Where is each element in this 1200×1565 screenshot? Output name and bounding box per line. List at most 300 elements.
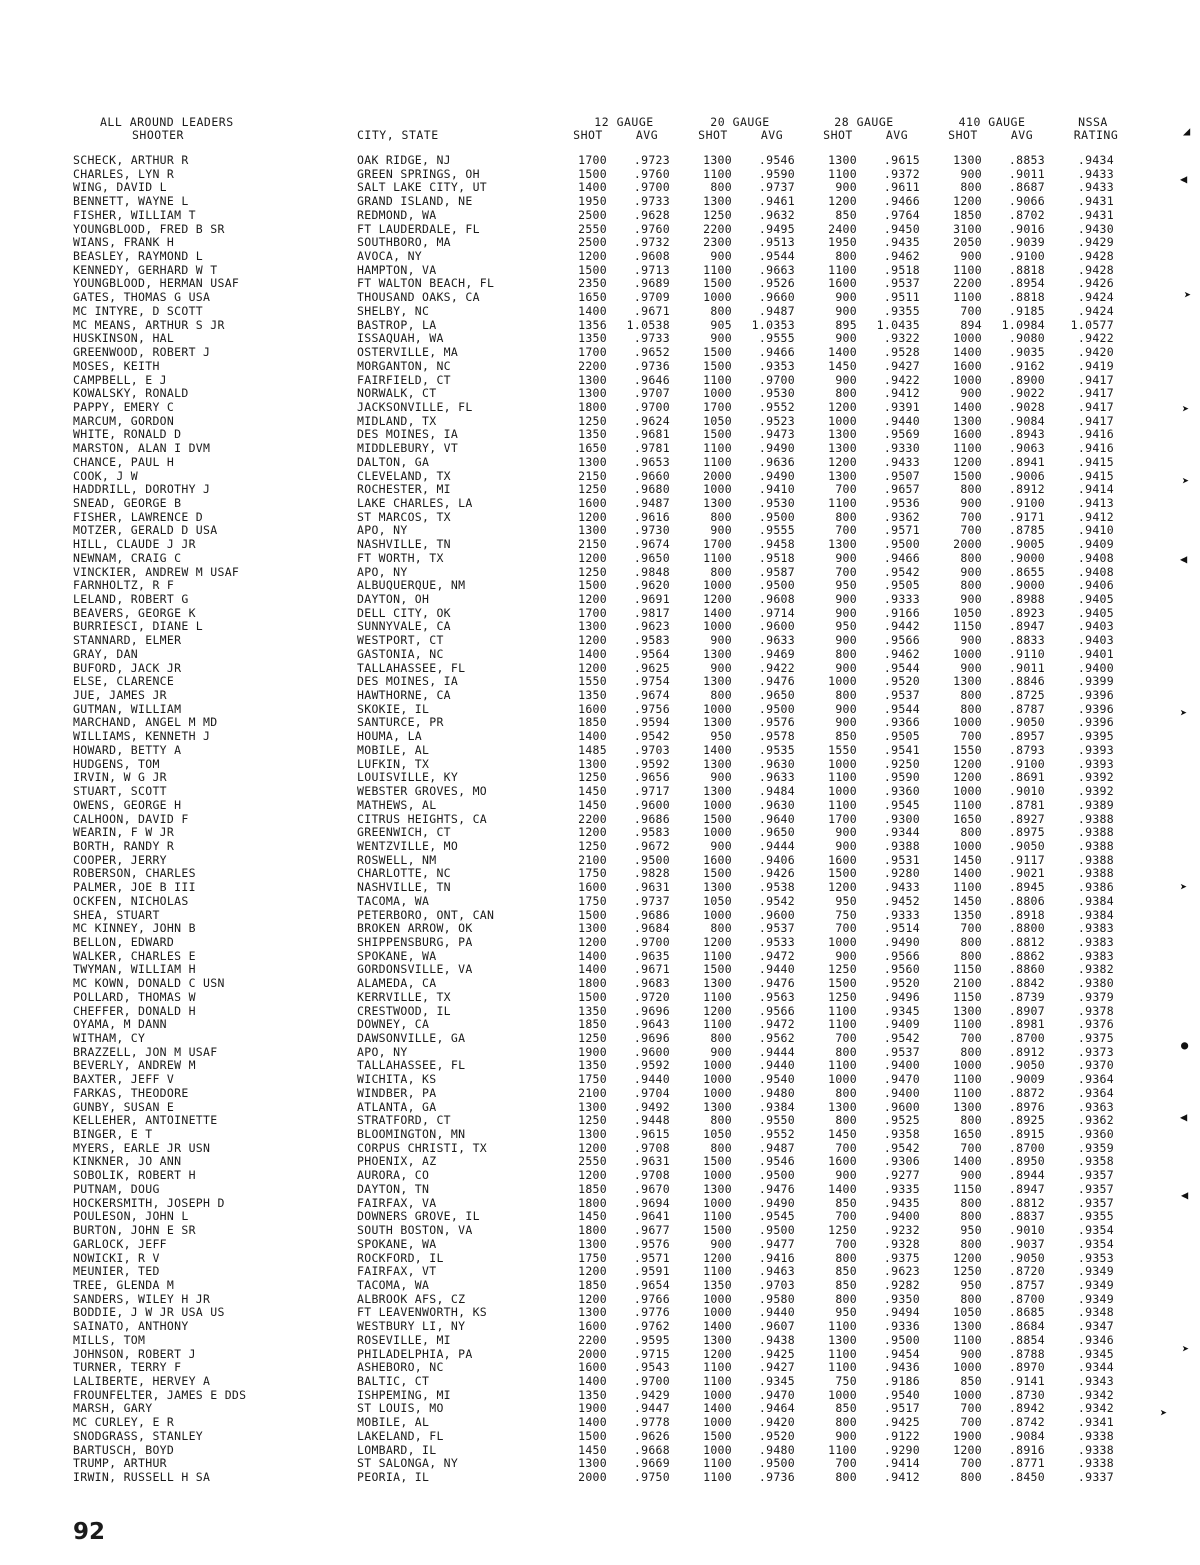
shot-410: 800 <box>960 1044 982 1059</box>
avg-12: .9671 <box>633 962 670 977</box>
shot-28: 900 <box>835 1168 857 1183</box>
shot-12: 1200 <box>578 934 607 949</box>
shot-12: 1200 <box>578 1140 607 1155</box>
nssa-rating: .9376 <box>1077 1017 1114 1032</box>
avg-12: .9653 <box>633 454 670 469</box>
city-state: AURORA, CO <box>357 1168 430 1183</box>
avg-20: .9580 <box>758 1291 795 1306</box>
avg-12: .9696 <box>633 1031 670 1045</box>
avg-410: .8975 <box>1008 825 1045 840</box>
avg-28: .9536 <box>883 495 920 510</box>
city-state: DAYTON, TN <box>357 1181 430 1196</box>
shot-28: 800 <box>835 1085 857 1100</box>
shot-410: 1050 <box>953 605 982 620</box>
avg-12: .9720 <box>633 989 670 1004</box>
avg-28: .9544 <box>883 701 920 716</box>
shot-20: 1000 <box>703 701 732 716</box>
shot-12: 1500 <box>578 1428 607 1443</box>
table-row <box>0 977 1200 991</box>
shot-28: 2400 <box>828 221 857 236</box>
table-row <box>0 470 1200 484</box>
table-row <box>0 1018 1200 1032</box>
shot-20: 1300 <box>703 1099 732 1114</box>
shot-410: 700 <box>960 921 982 936</box>
avg-20: .9640 <box>758 811 795 826</box>
shot-410: 900 <box>960 249 982 264</box>
shooter-name: YOUNGBLOOD, HERMAN USAF <box>73 276 240 291</box>
avg-12: .9447 <box>633 1401 670 1416</box>
shot-12: 1300 <box>578 1127 607 1142</box>
avg-12: .9781 <box>633 441 670 456</box>
avg-410: .8742 <box>1008 1415 1045 1430</box>
nssa-rating: .9429 <box>1077 235 1114 250</box>
city-state: PETERBORO, ONT, CAN <box>357 907 495 922</box>
shot-410: 1000 <box>953 784 982 799</box>
shot-410: 1000 <box>953 372 982 387</box>
shot-20: 1000 <box>703 825 732 840</box>
shooter-name: KENNEDY, GERHARD W T <box>73 262 218 277</box>
nssa-rating: .9409 <box>1077 537 1114 552</box>
avg-12: .9543 <box>633 1360 670 1375</box>
avg-410: .9063 <box>1008 441 1045 456</box>
table-row <box>0 305 1200 319</box>
shot-12: 1250 <box>578 838 607 853</box>
shot-28: 900 <box>835 550 857 565</box>
avg-20: .9540 <box>758 1072 795 1087</box>
shot-12: 1300 <box>578 921 607 936</box>
city-state: SOUTHBORO, MA <box>357 235 451 250</box>
shooter-name: PAPPY, EMERY C <box>73 399 175 414</box>
shot-28: 900 <box>835 660 857 675</box>
avg-20: .9533 <box>758 934 795 949</box>
shot-410: 1000 <box>953 1387 982 1402</box>
shot-20: 1100 <box>703 441 732 456</box>
shooter-name: STUART, SCOTT <box>73 784 167 799</box>
shot-20: 1100 <box>703 1456 732 1471</box>
avg-28: .9600 <box>883 1099 920 1114</box>
avg-12: .9762 <box>633 1319 670 1334</box>
avg-28: .9366 <box>883 715 920 730</box>
city-state: SHIPPENSBURG, PA <box>357 934 473 949</box>
avg-410: .9016 <box>1008 221 1045 236</box>
shot-28: 1000 <box>828 413 857 428</box>
shot-28: 1100 <box>828 1017 857 1032</box>
avg-12: .9817 <box>633 605 670 620</box>
shooter-name: MOSES, KEITH <box>73 358 160 373</box>
shot-12: 1300 <box>578 372 607 387</box>
shot-28: 700 <box>835 921 857 936</box>
avg-12: .9672 <box>633 838 670 853</box>
shot-12: 2000 <box>578 1470 607 1484</box>
shot-28: 950 <box>835 1305 857 1320</box>
avg-410: .8976 <box>1008 1099 1045 1114</box>
shooter-name: BARTUSCH, BOYD <box>73 1442 175 1457</box>
avg-28: .9452 <box>883 893 920 908</box>
city-state: ASHEBORO, NC <box>357 1360 444 1375</box>
avg-20: .9513 <box>758 235 795 250</box>
avg-410: .9035 <box>1008 345 1045 360</box>
avg-12: .9564 <box>633 646 670 661</box>
shooter-name: JOHNSON, ROBERT J <box>73 1346 196 1361</box>
avg-28: .9537 <box>883 1044 920 1059</box>
shot-28: 700 <box>835 1140 857 1155</box>
shot-28: 900 <box>835 180 857 195</box>
avg-28: .9186 <box>883 1373 920 1388</box>
shooter-name: BENNETT, WAYNE L <box>73 194 189 209</box>
shooter-name: BRAZZELL, JON M USAF <box>73 1044 218 1059</box>
shot-20: 905 <box>710 317 732 332</box>
shot-28: 1500 <box>828 866 857 881</box>
shot-28: 1100 <box>828 1360 857 1375</box>
shot-28: 850 <box>835 1264 857 1279</box>
nssa-header: NSSA <box>1078 115 1108 129</box>
avg-410: .8687 <box>1008 180 1045 195</box>
nssa-rating: .9362 <box>1077 1113 1114 1128</box>
nssa-rating: .9346 <box>1077 1332 1114 1347</box>
avg-12: 1.0538 <box>626 317 670 332</box>
shot-410: 700 <box>960 1415 982 1430</box>
avg-12: .9686 <box>633 811 670 826</box>
shot-20: 800 <box>710 303 732 318</box>
shot-12: 1350 <box>578 427 607 442</box>
city-state: MOBILE, AL <box>357 742 430 757</box>
city-state: ST SALONGA, NY <box>357 1456 459 1471</box>
avg-20: .9650 <box>758 688 795 703</box>
nssa-rating: .9379 <box>1077 989 1114 1004</box>
table-row <box>0 593 1200 607</box>
shot-20: 1350 <box>703 1277 732 1292</box>
scan-mark: ➤ <box>1182 474 1190 488</box>
avg-28: .9412 <box>883 386 920 401</box>
avg-410: .8655 <box>1008 564 1045 579</box>
shot-12: 1600 <box>578 495 607 510</box>
avg-410: .8788 <box>1008 1346 1045 1361</box>
shot-12: 1200 <box>578 592 607 606</box>
shot-410: 894 <box>960 317 982 332</box>
shooter-name: NOWICKI, R V <box>73 1250 160 1265</box>
avg-410: 1.0984 <box>1001 317 1045 332</box>
shot-28: 800 <box>835 249 857 264</box>
shooter-name: MARCHAND, ANGEL M MD <box>73 715 218 730</box>
avg-12: .9571 <box>633 1250 670 1265</box>
shot-28: 1100 <box>828 1442 857 1457</box>
avg-410: .9080 <box>1008 331 1045 346</box>
avg-12: .9628 <box>633 207 670 222</box>
avg-20: .9487 <box>758 303 795 318</box>
city-state: CLEVELAND, TX <box>357 468 451 483</box>
avg-410: .8927 <box>1008 811 1045 826</box>
city-state: OSTERVILLE, MA <box>357 345 459 360</box>
table-row <box>0 799 1200 813</box>
avg-28: .9490 <box>883 934 920 949</box>
shot-28: 1300 <box>828 537 857 552</box>
nssa-rating: .9384 <box>1077 893 1114 908</box>
nssa-rating: .9428 <box>1077 262 1114 277</box>
avg-410: .8925 <box>1008 1113 1045 1128</box>
table-row <box>0 511 1200 525</box>
shot-28: 1400 <box>828 345 857 360</box>
avg-20: .9464 <box>758 1401 795 1416</box>
avg-20: .9545 <box>758 1209 795 1224</box>
nssa-rating: .9347 <box>1077 1319 1114 1334</box>
city-state: DALTON, GA <box>357 454 430 469</box>
avg-20: .9477 <box>758 1236 795 1251</box>
nssa-rating: .9430 <box>1077 221 1114 236</box>
shooter-name: OCKFEN, NICHOLAS <box>73 893 189 908</box>
shot-28: 1250 <box>828 962 857 977</box>
avg-20: .9607 <box>758 1319 795 1334</box>
shot-28: 850 <box>835 1401 857 1416</box>
table-row <box>0 209 1200 223</box>
shooter-name: TRUMP, ARTHUR <box>73 1456 167 1471</box>
shot-410: 800 <box>960 1209 982 1224</box>
nssa-rating: .9363 <box>1077 1099 1114 1114</box>
avg-12: .9626 <box>633 1428 670 1443</box>
shot-410: 900 <box>960 564 982 579</box>
avg-28: .9372 <box>883 166 920 181</box>
shot-20: 900 <box>710 249 732 264</box>
avg-20: .9440 <box>758 962 795 977</box>
table-row <box>0 1073 1200 1087</box>
shooter-name: COOK, J W <box>73 468 139 483</box>
avg-20: .9440 <box>758 1305 795 1320</box>
shooter-name: HADDRILL, DOROTHY J <box>73 482 211 497</box>
table-row <box>0 1306 1200 1320</box>
avg-12: .9615 <box>633 1127 670 1142</box>
shot-12: 1300 <box>578 1099 607 1114</box>
shooter-name: GREENWOOD, ROBERT J <box>73 345 211 360</box>
shot-410: 1100 <box>953 441 982 456</box>
avg-12: .9708 <box>633 1168 670 1183</box>
shot-410: 1200 <box>953 770 982 785</box>
nssa-rating: .9396 <box>1077 701 1114 716</box>
scan-mark: ◀ <box>1180 172 1188 186</box>
avg-12: .9576 <box>633 1236 670 1251</box>
shooter-name: SHEA, STUART <box>73 907 160 922</box>
shot-20: 1100 <box>703 166 732 181</box>
shot-410: 1650 <box>953 811 982 826</box>
shooter-name: WEARIN, F W JR <box>73 825 175 840</box>
table-row <box>0 1293 1200 1307</box>
nssa-rating: .9401 <box>1077 646 1114 661</box>
shot-12: 1200 <box>578 509 607 524</box>
shooter-name: GARLOCK, JEFF <box>73 1236 167 1251</box>
shot-28: 1250 <box>828 1223 857 1238</box>
avg-28: .9333 <box>883 907 920 922</box>
avg-28: .9494 <box>883 1305 920 1320</box>
avg-410: .9050 <box>1008 1058 1045 1073</box>
shot-410: 1000 <box>953 331 982 346</box>
city-state: ROCKFORD, IL <box>357 1250 444 1265</box>
avg-28: .9350 <box>883 1291 920 1306</box>
table-row <box>0 195 1200 209</box>
avg-28: .9520 <box>883 976 920 991</box>
shot-20: 1100 <box>703 1373 732 1388</box>
avg-20: .9353 <box>758 358 795 373</box>
avg-410: .9022 <box>1008 386 1045 401</box>
shot-12: 2100 <box>578 852 607 867</box>
shot-20: 1500 <box>703 276 732 291</box>
avg-20: .9630 <box>758 797 795 812</box>
shot-28: 1100 <box>828 1319 857 1334</box>
shot-12: 1450 <box>578 797 607 812</box>
table-row <box>0 223 1200 237</box>
table-row <box>0 840 1200 854</box>
shot-410: 1400 <box>953 866 982 881</box>
nssa-rating: .9410 <box>1077 523 1114 538</box>
shooter-name: BURRIESCI, DIANE L <box>73 619 204 634</box>
nssa-rating: .9354 <box>1077 1223 1114 1238</box>
shot-20: 900 <box>710 633 732 648</box>
city-state: TALLAHASSEE, FL <box>357 660 466 675</box>
shot-20: 1050 <box>703 893 732 908</box>
avg-28: .9569 <box>883 427 920 442</box>
avg-12: .9646 <box>633 372 670 387</box>
shooter-name: SNODGRASS, STANLEY <box>73 1428 204 1443</box>
gauge-12-shot-header: SHOT <box>573 128 603 142</box>
avg-12: .9760 <box>633 221 670 236</box>
avg-410: .9100 <box>1008 249 1045 264</box>
table-row <box>0 854 1200 868</box>
avg-410: .8702 <box>1008 207 1045 222</box>
city-state: MOBILE, AL <box>357 1415 430 1430</box>
table-row <box>0 1361 1200 1375</box>
avg-410: .8916 <box>1008 1442 1045 1457</box>
city-state: THOUSAND OAKS, CA <box>357 290 480 305</box>
shot-410: 700 <box>960 509 982 524</box>
nssa-rating: .9354 <box>1077 1236 1114 1251</box>
avg-20: .9555 <box>758 523 795 538</box>
table-row <box>0 387 1200 401</box>
avg-20: .9663 <box>758 262 795 277</box>
shot-28: 950 <box>835 893 857 908</box>
avg-28: .9391 <box>883 399 920 414</box>
city-state: DOWNEY, CA <box>357 1017 430 1032</box>
shot-12: 2350 <box>578 276 607 291</box>
shot-410: 800 <box>960 701 982 716</box>
nssa-rating: .9383 <box>1077 921 1114 936</box>
avg-28: .9400 <box>883 1058 920 1073</box>
avg-20: .9410 <box>758 482 795 497</box>
shot-28: 900 <box>835 633 857 648</box>
shot-12: 1250 <box>578 482 607 497</box>
shot-20: 800 <box>710 1140 732 1155</box>
shooter-name: HUSKINSON, HAL <box>73 331 175 346</box>
avg-12: .9600 <box>633 797 670 812</box>
shooter-name: ROBERSON, CHARLES <box>73 866 196 881</box>
avg-20: .9420 <box>758 1415 795 1430</box>
avg-410: .8785 <box>1008 523 1045 538</box>
nssa-rating: .9433 <box>1077 166 1114 181</box>
nssa-rating: .9416 <box>1077 427 1114 442</box>
shot-410: 700 <box>960 729 982 744</box>
shot-20: 1100 <box>703 372 732 387</box>
table-row <box>0 771 1200 785</box>
shot-12: 2550 <box>578 221 607 236</box>
avg-20: .9520 <box>758 1428 795 1443</box>
shot-28: 1100 <box>828 1003 857 1018</box>
avg-28: .9657 <box>883 482 920 497</box>
shot-20: 1300 <box>703 880 732 895</box>
shot-410: 800 <box>960 482 982 497</box>
shot-20: 1100 <box>703 262 732 277</box>
nssa-rating: .9388 <box>1077 852 1114 867</box>
avg-12: .9828 <box>633 866 670 881</box>
shot-28: 800 <box>835 1113 857 1128</box>
avg-12: .9700 <box>633 399 670 414</box>
avg-12: .9595 <box>633 1332 670 1347</box>
city-state: ST LOUIS, MO <box>357 1401 444 1416</box>
shot-12: 1450 <box>578 1442 607 1457</box>
shot-20: 1100 <box>703 1470 732 1484</box>
shot-20: 900 <box>710 770 732 785</box>
city-state: WINDBER, PA <box>357 1085 437 1100</box>
shot-12: 2100 <box>578 1085 607 1100</box>
nssa-rating: .9403 <box>1077 633 1114 648</box>
avg-410: .9050 <box>1008 715 1045 730</box>
nssa-rating: .9384 <box>1077 907 1114 922</box>
shot-28: 900 <box>835 715 857 730</box>
shot-20: 1300 <box>703 976 732 991</box>
shot-410: 800 <box>960 1113 982 1128</box>
avg-20: .9518 <box>758 550 795 565</box>
nssa-rating: .9408 <box>1077 564 1114 579</box>
avg-20: .9737 <box>758 180 795 195</box>
avg-28: .9541 <box>883 742 920 757</box>
shot-12: 1400 <box>578 1373 607 1388</box>
shot-12: 1850 <box>578 1181 607 1196</box>
avg-12: .9700 <box>633 934 670 949</box>
table-row <box>0 703 1200 717</box>
city-state: BROKEN ARROW, OK <box>357 921 473 936</box>
nssa-rating: .9396 <box>1077 715 1114 730</box>
scan-mark: ◀ <box>1180 1110 1188 1124</box>
nssa-rating: .9403 <box>1077 619 1114 634</box>
shot-28: 1100 <box>828 166 857 181</box>
shooter-name: CALHOON, DAVID F <box>73 811 189 826</box>
avg-28: .9542 <box>883 1140 920 1155</box>
shot-410: 1500 <box>953 468 982 483</box>
avg-28: 1.0435 <box>876 317 920 332</box>
avg-410: .8725 <box>1008 688 1045 703</box>
shooter-name: HUDGENS, TOM <box>73 756 160 771</box>
shooter-name: MC CURLEY, E R <box>73 1415 175 1430</box>
shot-12: 1250 <box>578 770 607 785</box>
city-state: PEORIA, IL <box>357 1470 430 1484</box>
shot-20: 1000 <box>703 482 732 497</box>
avg-12: .9583 <box>633 633 670 648</box>
avg-20: .9500 <box>758 509 795 524</box>
shot-28: 700 <box>835 1236 857 1251</box>
shooter-name: LELAND, ROBERT G <box>73 592 189 606</box>
shot-410: 1150 <box>953 989 982 1004</box>
shot-28: 1300 <box>828 427 857 442</box>
avg-20: .9546 <box>758 153 795 167</box>
avg-20: .9490 <box>758 468 795 483</box>
nssa-rating: .9422 <box>1077 331 1114 346</box>
avg-12: .9448 <box>633 1113 670 1128</box>
shot-28: 1100 <box>828 770 857 785</box>
shot-410: 800 <box>960 1470 982 1484</box>
table-row <box>0 1114 1200 1128</box>
shooter-name: POLLARD, THOMAS W <box>73 989 196 1004</box>
avg-410: .8981 <box>1008 1017 1045 1032</box>
shot-12: 2200 <box>578 811 607 826</box>
avg-20: .9476 <box>758 674 795 689</box>
shot-12: 1200 <box>578 825 607 840</box>
avg-20: .9542 <box>758 893 795 908</box>
shot-410: 1600 <box>953 358 982 373</box>
